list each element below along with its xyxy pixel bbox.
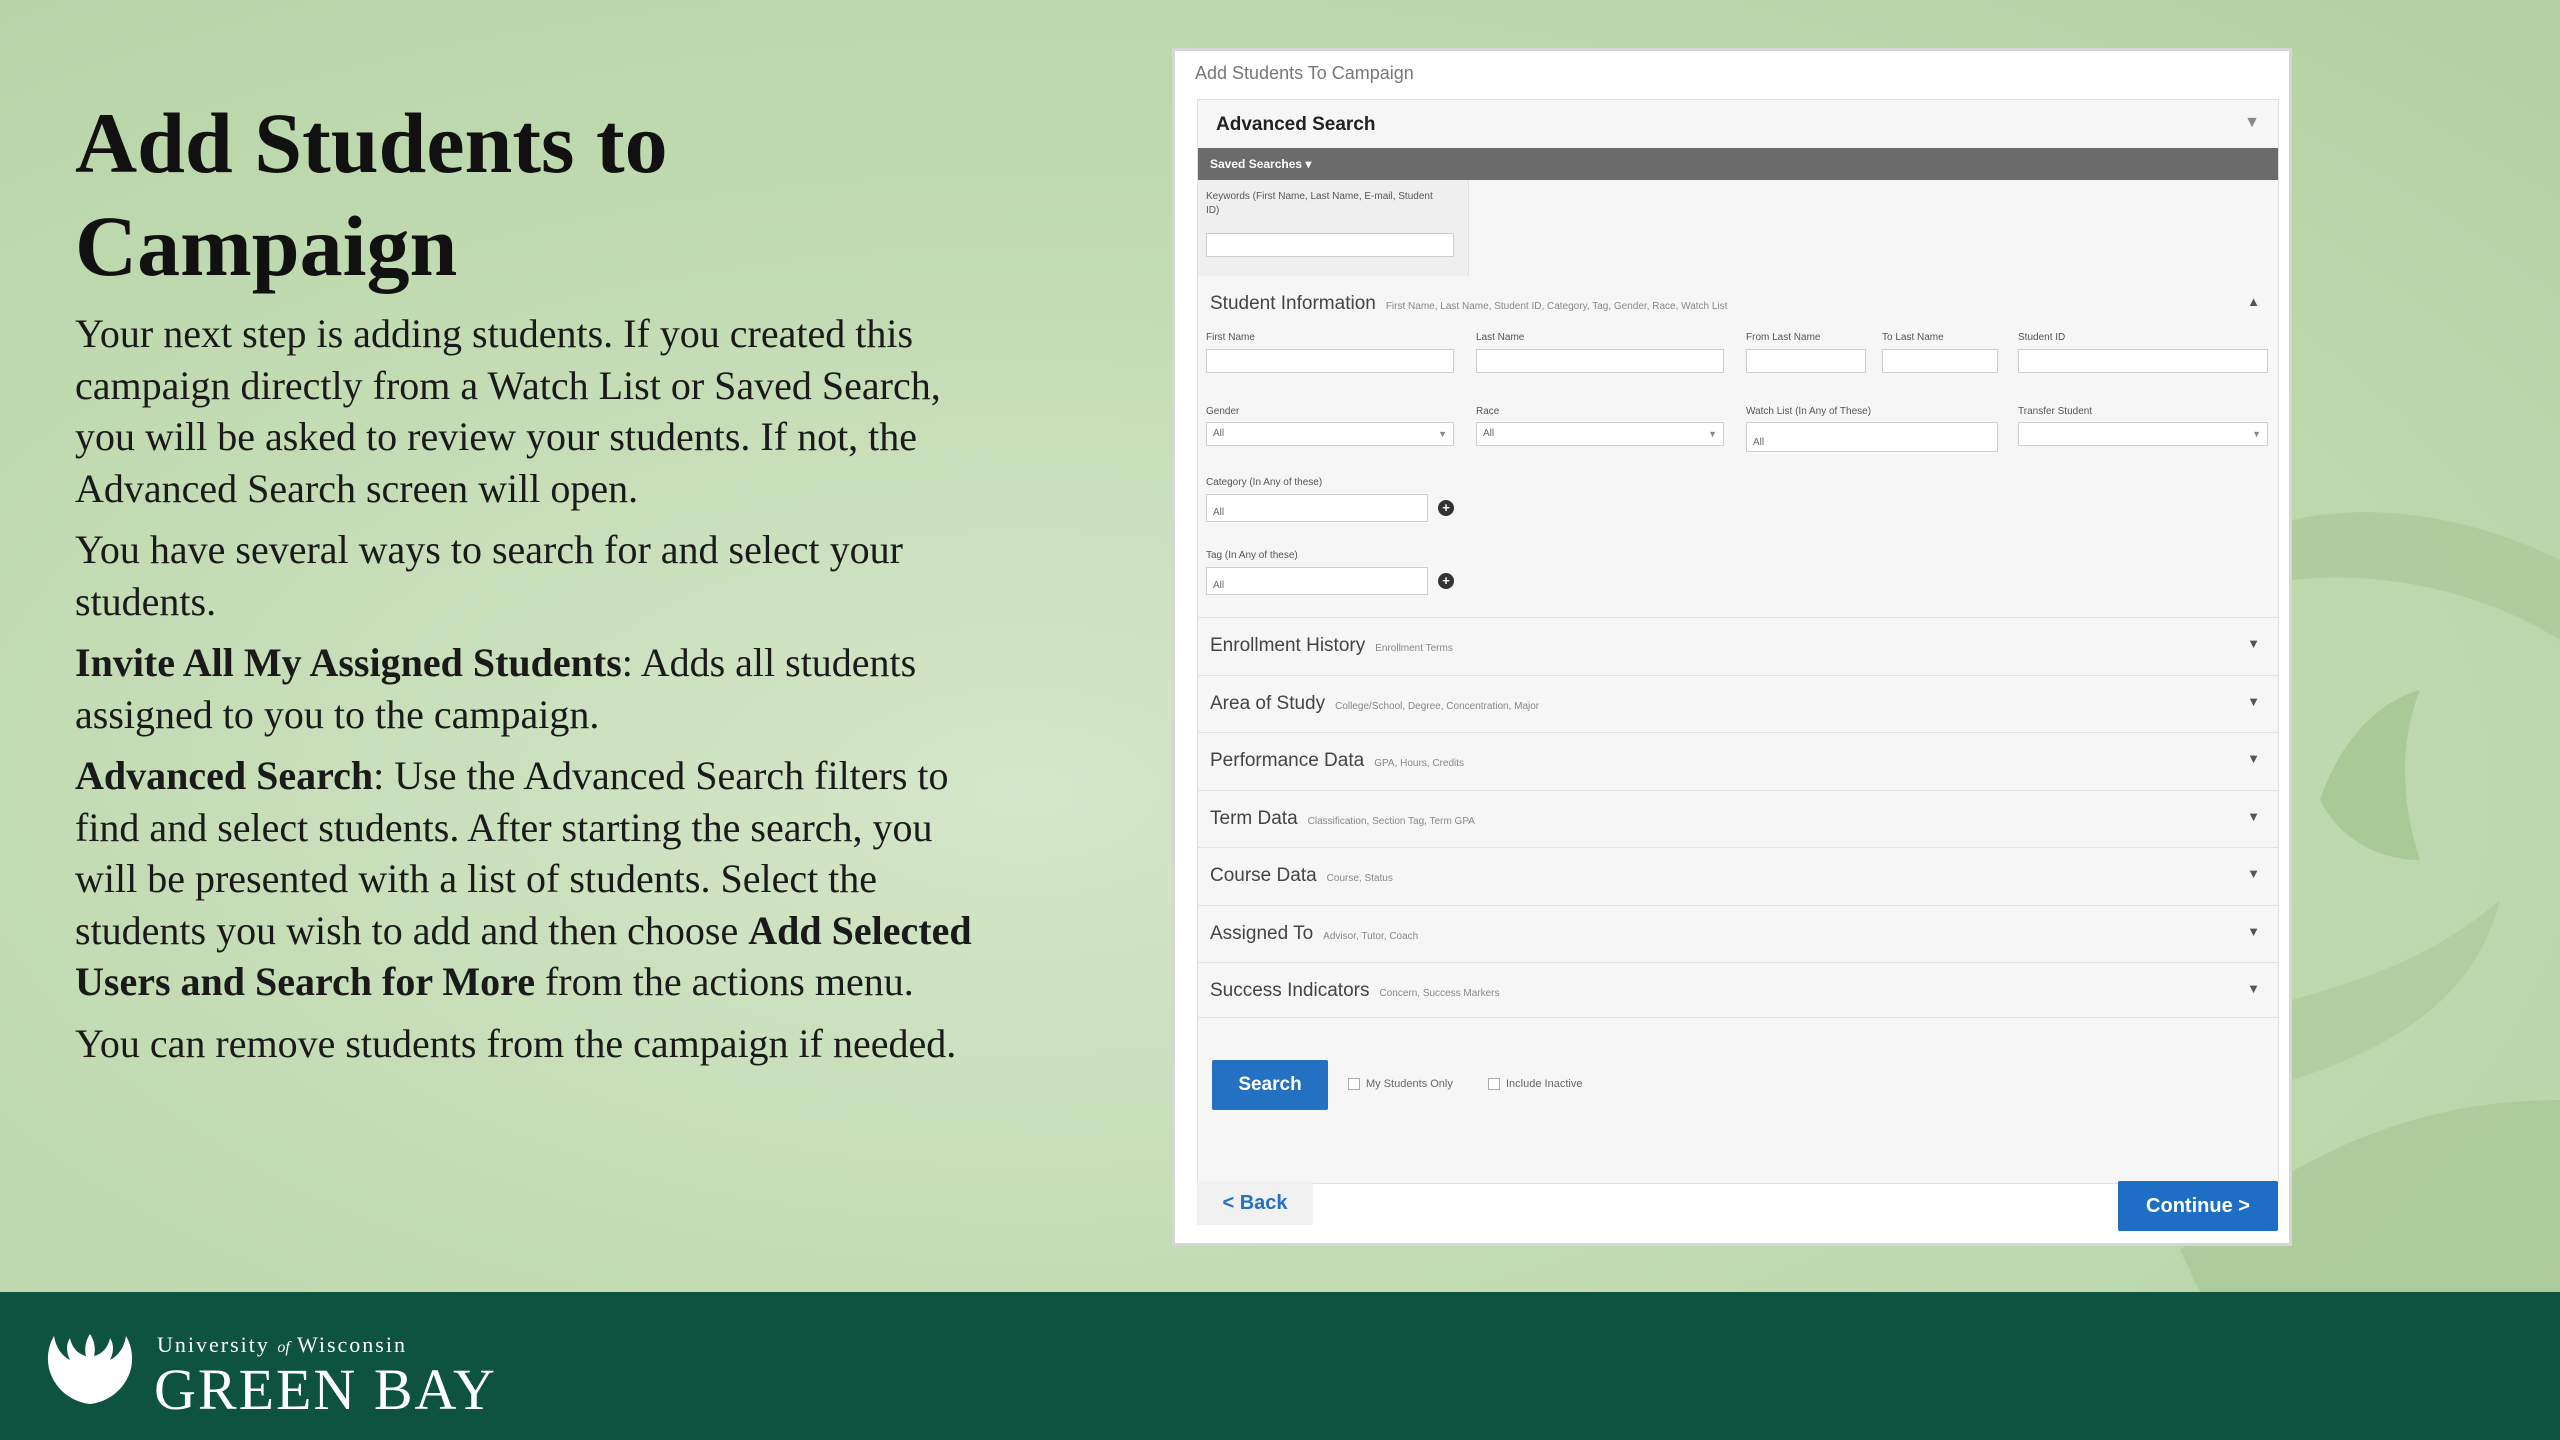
section-sub: College/School, Degree, Concentration, Major <box>1335 701 1540 712</box>
add-tag-icon[interactable]: + <box>1438 573 1454 589</box>
watch-list-input[interactable] <box>1746 422 1998 452</box>
section-area-of-study[interactable] <box>1198 675 2278 731</box>
section-sub: Enrollment Terms <box>1375 643 1453 654</box>
first-name-label: First Name <box>1206 332 1255 343</box>
to-last-name-input[interactable] <box>1882 349 1998 373</box>
section-sub: Concern, Success Markers <box>1379 988 1500 999</box>
paragraph-remove: You can remove students from the campaign if needed. <box>75 1020 957 1066</box>
dropdown-arrow-icon: ▼ <box>1438 429 1447 439</box>
category-value: All <box>1213 507 1225 518</box>
advanced-search-card <box>1197 99 2279 1184</box>
paragraph-ways: You have several ways to search for and select your students. <box>75 527 903 624</box>
transfer-student-select[interactable] <box>2018 422 2268 446</box>
gender-select[interactable] <box>1206 422 1454 446</box>
section-assigned-to[interactable] <box>1198 905 2278 961</box>
section-performance-data[interactable] <box>1198 732 2278 788</box>
chevron-up-icon[interactable]: ▲ <box>2247 294 2260 309</box>
gender-value: All <box>1213 428 1225 439</box>
watch-list-value: All <box>1753 437 1765 448</box>
chevron-down-icon[interactable]: ▼ <box>2247 809 2260 824</box>
section-name <box>1210 980 1500 1002</box>
keywords-input[interactable] <box>1206 233 1454 257</box>
chevron-down-icon[interactable]: ▼ <box>2247 636 2260 651</box>
dropdown-arrow-icon: ▼ <box>2252 429 2261 439</box>
tag-value: All <box>1213 580 1225 591</box>
race-value: All <box>1483 428 1495 439</box>
section-label: Success Indicators <box>1210 980 1370 1001</box>
wordmark-university: University <box>157 1332 270 1357</box>
first-name-input[interactable] <box>1206 349 1454 373</box>
keywords-label: Keywords (First Name, Last Name, E-mail, Student ID) <box>1206 191 1433 216</box>
tag-input[interactable] <box>1206 567 1428 595</box>
checkbox-icon <box>1348 1078 1360 1090</box>
student-info-label: Student Information <box>1210 293 1376 314</box>
section-course-data[interactable] <box>1198 847 2278 903</box>
section-sub: GPA, Hours, Credits <box>1374 758 1465 769</box>
checkbox-icon <box>1488 1078 1500 1090</box>
section-success-indicators[interactable] <box>1198 962 2278 1018</box>
to-last-name-label: To Last Name <box>1882 332 1944 343</box>
section-label: Term Data <box>1210 808 1298 829</box>
include-inactive-checkbox[interactable] <box>1488 1078 1582 1090</box>
continue-button[interactable]: Continue > <box>2118 1181 2278 1231</box>
screenshot-panel <box>1172 48 2292 1246</box>
paragraph-advanced-search <box>75 750 975 1008</box>
tag-label: Tag (In Any of these) <box>1206 550 1298 561</box>
student-id-label: Student ID <box>2018 332 2066 343</box>
paragraph-invite-all <box>75 637 975 740</box>
back-button[interactable]: < Back <box>1197 1181 1313 1225</box>
section-enrollment-history[interactable] <box>1198 617 2278 673</box>
slide-title: Add Students to Campaign <box>75 95 668 294</box>
my-students-only-checkbox[interactable] <box>1348 1078 1453 1090</box>
section-name <box>1210 923 1418 945</box>
wordmark-wisconsin: Wisconsin <box>296 1332 407 1357</box>
wordmark-of: of <box>277 1339 290 1356</box>
section-sub: Course, Status <box>1326 873 1393 884</box>
section-name <box>1210 293 1727 315</box>
section-name <box>1210 808 1475 830</box>
desc-invite-all: : Adds all students assigned to you to the campaign. <box>75 640 917 737</box>
advanced-search-heading: Advanced Search <box>1216 114 1376 135</box>
race-select[interactable] <box>1476 422 1724 446</box>
chevron-down-icon[interactable]: ▼ <box>2247 866 2260 881</box>
transfer-student-label: Transfer Student <box>2018 406 2093 417</box>
section-sub: First Name, Last Name, Student ID, Category, Tag, Gender, Race, Watch List <box>1385 301 1728 312</box>
chevron-down-icon[interactable]: ▼ <box>2247 981 2260 996</box>
slide-body <box>75 308 975 1079</box>
last-name-input[interactable] <box>1476 349 1724 373</box>
term-advanced-search: Advanced Search <box>75 753 374 798</box>
term-add-selected: Add Selected Users and Search for More <box>75 907 972 1004</box>
term-invite-all: Invite All My Assigned Students <box>75 640 622 685</box>
section-label: Performance Data <box>1210 750 1365 771</box>
student-id-input[interactable] <box>2018 349 2268 373</box>
student-info-fields <box>1198 322 2278 617</box>
section-sub: Advisor, Tutor, Coach <box>1323 931 1419 942</box>
section-name <box>1210 693 1539 715</box>
desc-actions-menu: from the actions menu. <box>534 959 914 1004</box>
green-bay-wordmark: GREEN BAY <box>154 1357 497 1422</box>
chevron-down-icon[interactable]: ▼ <box>2247 751 2260 766</box>
phoenix-logo-icon <box>42 1330 138 1406</box>
gender-label: Gender <box>1206 406 1240 417</box>
include-inactive-label: Include Inactive <box>1506 1078 1583 1090</box>
search-button[interactable]: Search <box>1212 1060 1328 1110</box>
section-name <box>1210 635 1453 657</box>
footer-bar <box>0 1292 2560 1440</box>
category-label: Category (In Any of these) <box>1206 477 1323 488</box>
race-label: Race <box>1476 406 1500 417</box>
watch-list-label: Watch List (In Any of These) <box>1746 406 1872 417</box>
category-input[interactable] <box>1206 494 1428 522</box>
saved-searches-menu[interactable]: Saved Searches ▾ <box>1198 148 2278 180</box>
chevron-down-icon[interactable]: ▼ <box>2247 924 2260 939</box>
collapse-chevron-icon[interactable]: ▼ <box>2244 114 2260 131</box>
chevron-down-icon[interactable]: ▼ <box>2247 694 2260 709</box>
section-label: Course Data <box>1210 865 1317 886</box>
window-title: Add Students To Campaign <box>1195 63 1414 83</box>
section-name <box>1210 750 1464 772</box>
section-label: Enrollment History <box>1210 635 1366 656</box>
keywords-box <box>1198 180 1469 276</box>
paragraph-next-step: Your next step is adding students. If you created this campaign directly from a Watch List or Saved Search, you will be asked to review your students. If not, the Advanced Search screen will open. <box>75 311 941 511</box>
section-term-data[interactable] <box>1198 790 2278 846</box>
section-label: Area of Study <box>1210 693 1326 714</box>
from-last-name-input[interactable] <box>1746 349 1866 373</box>
dropdown-arrow-icon: ▼ <box>1708 429 1717 439</box>
section-label: Assigned To <box>1210 923 1314 944</box>
my-students-only-label: My Students Only <box>1366 1078 1453 1090</box>
section-name <box>1210 865 1393 887</box>
university-wordmark <box>157 1332 407 1358</box>
add-category-icon[interactable]: + <box>1438 500 1454 516</box>
from-last-name-label: From Last Name <box>1746 332 1821 343</box>
section-sub: Classification, Section Tag, Term GPA <box>1307 816 1475 827</box>
last-name-label: Last Name <box>1476 332 1525 343</box>
desc-advanced-search: : Use the Advanced Search filters to find and select students. After starting the search, you will be presented with a list of students. Select the students you wish to add and then choose <box>75 753 949 953</box>
